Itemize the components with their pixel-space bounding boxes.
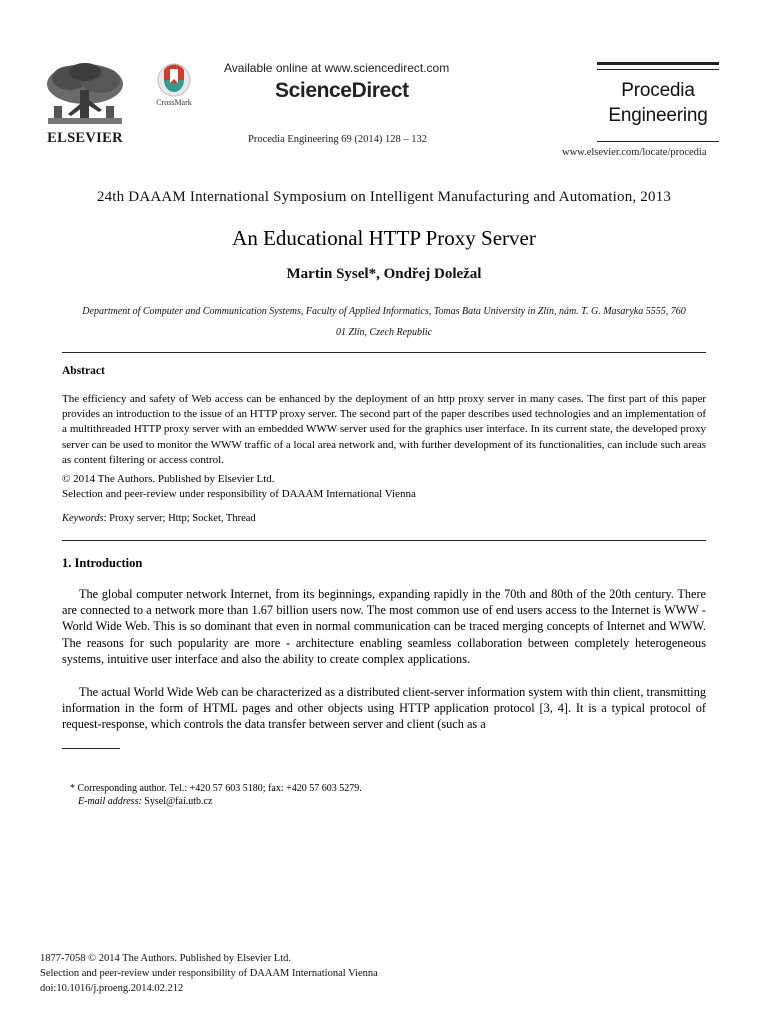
email-label: E-mail address: bbox=[78, 796, 142, 807]
peer-review-notice: Selection and peer-review under responsibility of DAAAM International Vienna bbox=[62, 488, 416, 500]
footer-peer-review: Selection and peer-review under responsibility of DAAAM International Vienna bbox=[40, 968, 378, 979]
abstract-bottom-rule bbox=[62, 540, 706, 541]
crossmark-icon[interactable] bbox=[150, 62, 198, 103]
publisher-wordmark: ELSEVIER bbox=[47, 130, 123, 146]
abstract-top-rule bbox=[62, 352, 706, 353]
copyright-notice: © 2014 The Authors. Published by Elsevier Ltd. bbox=[62, 473, 275, 485]
footer-doi-link[interactable]: doi:10.1016/j.proeng.2014.02.212 bbox=[40, 983, 184, 994]
section-heading-introduction: 1. Introduction bbox=[62, 556, 143, 570]
keywords-list: : Proxy server; Http; Socket, Thread bbox=[103, 513, 256, 524]
footer-issn-copyright: 1877-7058 © 2014 The Authors. Published by Elsevier Ltd. bbox=[40, 953, 292, 964]
intro-paragraph-2: The actual World Wide Web can be characterized as a distributed client-server information system with thin client, transmitting information in the form of HTML pages and other objects using HTTP application protocol [3, 4]. It is a typical protocol of request-response, which controls the data transfer between server and client (such as a bbox=[62, 685, 706, 732]
available-online-text: Available online at www.sciencedirect.com bbox=[224, 61, 450, 75]
email-footnote bbox=[78, 796, 212, 807]
journal-box-rule bbox=[597, 141, 719, 142]
journal-title-box bbox=[597, 62, 719, 147]
author-affiliation: Department of Computer and Communication Systems, Faculty of Applied Informatics, Tomas Bata University in Zlín, nám. T. G. Masaryka 5555, 760 01 Zlín, Czech Republic bbox=[82, 306, 686, 338]
journal-citation: Procedia Engineering 69 (2014) 128 – 132 bbox=[248, 134, 428, 145]
journal-url-link[interactable]: www.elsevier.com/locate/procedia bbox=[562, 147, 707, 158]
article-title: An Educational HTTP Proxy Server bbox=[232, 226, 536, 250]
corresponding-author-footnote: * Corresponding author. Tel.: +420 57 603 5180; fax: +420 57 603 5279. bbox=[70, 783, 362, 794]
journal-name-line2: Engineering bbox=[608, 105, 708, 126]
article-authors: Martin Sysel*, Ondřej Doležal bbox=[286, 266, 482, 282]
journal-name-line1: Procedia bbox=[621, 80, 695, 101]
abstract-heading: Abstract bbox=[62, 365, 105, 377]
keywords-label: Keywords bbox=[62, 513, 104, 524]
sciencedirect-wordmark[interactable]: ScienceDirect bbox=[275, 79, 409, 102]
conference-name: 24th DAAAM International Symposium on Intelligent Manufacturing and Automation, 2013 bbox=[96, 189, 672, 205]
footnote-rule bbox=[62, 748, 120, 749]
abstract-text: The efficiency and safety of Web access can be enhanced by the deployment of an http proxy server in many cases. The first part of this paper provides an introduction to the issue of an HTTP proxy server. The second part of the paper describes used technologies and an implementation of a multithreaded HTTP proxy server with an embedded WWW server used for the graphics user interface. In its current state, the developed proxy server can be used to monitor the WWW traffic of a local area network and, with further development of its functionalities, can include such areas as content filtering or access control. bbox=[62, 393, 706, 466]
keywords-line bbox=[62, 513, 256, 524]
intro-paragraph-1: The global computer network Internet, from its beginnings, expanding rapidly in the 70th and 80th of the 20th century. There are connected to a network more than 1.67 billion users now. The most common use of end users access to the Internet is WWW - World Wide Web. This is so dominant that even in normal communication can be traced merging concepts of Internet and WWW. The reasons for such popularity are more - architecture enabling seamless collaboration between completely heterogeneous systems, intuitive user interface and also the ability to create complex applications. bbox=[62, 587, 706, 666]
crossmark-label: CrossMark bbox=[156, 98, 192, 107]
email-address[interactable]: Sysel@fai.utb.cz bbox=[141, 796, 213, 807]
